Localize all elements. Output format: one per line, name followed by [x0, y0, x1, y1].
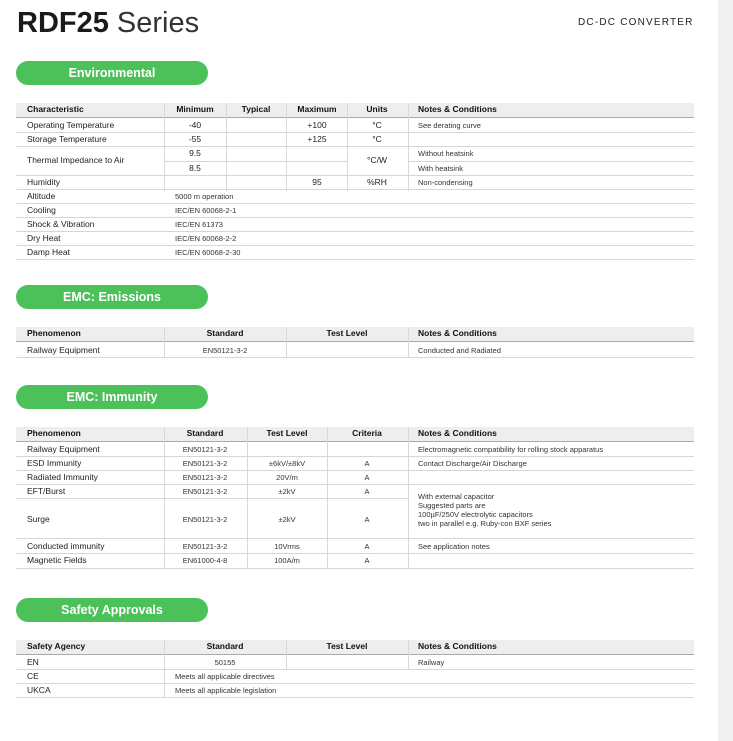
table-cell: EN50121-3-2 [182, 473, 228, 482]
table-cell: Meets all applicable directives [175, 672, 275, 681]
table-cell: Humidity [27, 177, 61, 187]
table-cell: IEC/EN 61373 [175, 220, 223, 229]
table-cell: A [364, 542, 370, 551]
table-cell: 95 [312, 177, 322, 187]
surge-note-line: With external capacitor [418, 492, 495, 501]
table-cell: CE [27, 671, 39, 681]
table-cell: ±2kV [278, 515, 296, 524]
table-cell: 5000 m operation [175, 192, 234, 201]
table-cell: Altitude [27, 191, 56, 201]
environmental-section-title: Environmental [16, 61, 208, 85]
surge-note-line: Suggested parts are [418, 501, 486, 510]
table-cell: Magnetic Fields [27, 555, 87, 565]
table-cell: Conducted and Radiated [418, 346, 501, 355]
table-cell: With heatsink [418, 164, 464, 173]
table-cell: Cooling [27, 205, 56, 215]
table-cell: A [364, 556, 370, 565]
emc-immunity-section-title: EMC: Immunity [16, 385, 208, 409]
col-header-characteristic: Characteristic [27, 104, 84, 114]
table-cell: EFT/Burst [27, 486, 66, 496]
table-cell: -55 [188, 134, 202, 144]
table-cell: %RH [367, 177, 387, 187]
table-cell: EN50121-3-2 [182, 542, 228, 551]
table-cell: Storage Temperature [27, 134, 107, 144]
series-label: Series [116, 7, 200, 39]
page-title [17, 5, 199, 41]
model-name: RDF25 [17, 7, 109, 39]
table-cell: ±6kV/±8kV [268, 459, 306, 468]
table-cell: Damp Heat [27, 247, 70, 257]
table-cell: Railway Equipment [27, 345, 100, 355]
col-header-units: Units [366, 104, 388, 114]
table-cell: 20V/m [276, 473, 298, 482]
table-cell: +125 [307, 134, 327, 144]
table-cell: 50155 [214, 658, 236, 667]
table-cell: °C [372, 134, 382, 144]
table-cell: IEC/EN 60068-2-1 [175, 206, 237, 215]
col-header-standard: Standard [186, 428, 224, 438]
table-cell: IEC/EN 60068-2-2 [175, 234, 237, 243]
table-cell: 100A/m [274, 556, 300, 565]
surge-note-line: two in parallel e.g. Ruby-con BXF series [418, 519, 552, 528]
table-cell: Surge [27, 514, 50, 524]
col-header-criteria: Criteria [352, 428, 382, 438]
table-cell: Electromagnetic compatibility for rolling stock apparatus [418, 445, 604, 454]
document-type: DC-DC CONVERTER [578, 17, 694, 28]
col-header-phenomenon: Phenomenon [27, 428, 81, 438]
col-header-test-level: Test Level [326, 328, 368, 338]
table-cell: Railway [418, 658, 445, 667]
col-header-phenomenon: Phenomenon [27, 328, 81, 338]
table-cell: Operating Temperature [27, 120, 115, 130]
table-cell: Non-condensing [418, 178, 473, 187]
col-header-test-level: Test Level [266, 428, 308, 438]
table-cell: See application notes [418, 542, 490, 551]
table-cell: Railway Equipment [27, 444, 100, 454]
table-cell: EN50121-3-2 [202, 346, 248, 355]
col-header-notes: Notes & Conditions [418, 641, 497, 651]
table-cell: A [364, 473, 370, 482]
col-header-safety-agency: Safety Agency [27, 641, 86, 651]
table-cell: Thermal Impedance to Air [27, 155, 125, 165]
table-cell: ±2kV [278, 487, 296, 496]
col-header-minimum: Minimum [176, 104, 214, 114]
col-header-typical: Typical [241, 104, 271, 114]
col-header-maximum: Maximum [297, 104, 337, 114]
table-cell: Conducted immunity [27, 541, 105, 551]
table-cell: EN61000-4-8 [182, 556, 228, 565]
table-cell: -40 [188, 120, 202, 130]
table-cell: 8.5 [189, 163, 201, 173]
col-header-standard: Standard [206, 641, 244, 651]
table-cell: See derating curve [418, 121, 481, 130]
col-header-standard: Standard [206, 328, 244, 338]
table-cell: A [364, 459, 370, 468]
emc-emissions-section-title: EMC: Emissions [16, 285, 208, 309]
table-cell: EN50121-3-2 [182, 459, 228, 468]
table-cell: EN50121-3-2 [182, 515, 228, 524]
col-header-notes: Notes & Conditions [418, 104, 497, 114]
surge-note-line: 100µF/250V electrolytic capacitors [418, 510, 533, 519]
table-cell: +100 [307, 120, 327, 130]
col-header-test-level: Test Level [326, 641, 368, 651]
table-cell: Contact Discharge/Air Discharge [418, 459, 527, 468]
table-cell: EN50121-3-2 [182, 445, 228, 454]
table-cell: Without heatsink [418, 149, 474, 158]
table-cell: Dry Heat [27, 233, 61, 243]
col-header-notes: Notes & Conditions [418, 428, 497, 438]
table-cell: Meets all applicable legislation [175, 686, 277, 695]
safety-approvals-section-title: Safety Approvals [16, 598, 208, 622]
table-cell: ESD Immunity [27, 458, 82, 468]
table-cell: EN [27, 657, 39, 667]
table-cell: IEC/EN 60068-2-30 [175, 248, 241, 257]
table-cell: °C/W [367, 155, 387, 165]
table-cell: Radiated Immunity [27, 472, 98, 482]
table-cell: 10Vrms [274, 542, 300, 551]
table-cell: 9.5 [189, 148, 201, 158]
table-cell: UKCA [27, 685, 51, 695]
page-edge [718, 0, 733, 741]
table-cell: EN50121-3-2 [182, 487, 228, 496]
table-cell: A [364, 487, 370, 496]
table-cell: °C [372, 120, 382, 130]
col-header-notes: Notes & Conditions [418, 328, 497, 338]
table-cell: Shock & Vibration [27, 219, 95, 229]
table-cell: A [364, 515, 370, 524]
